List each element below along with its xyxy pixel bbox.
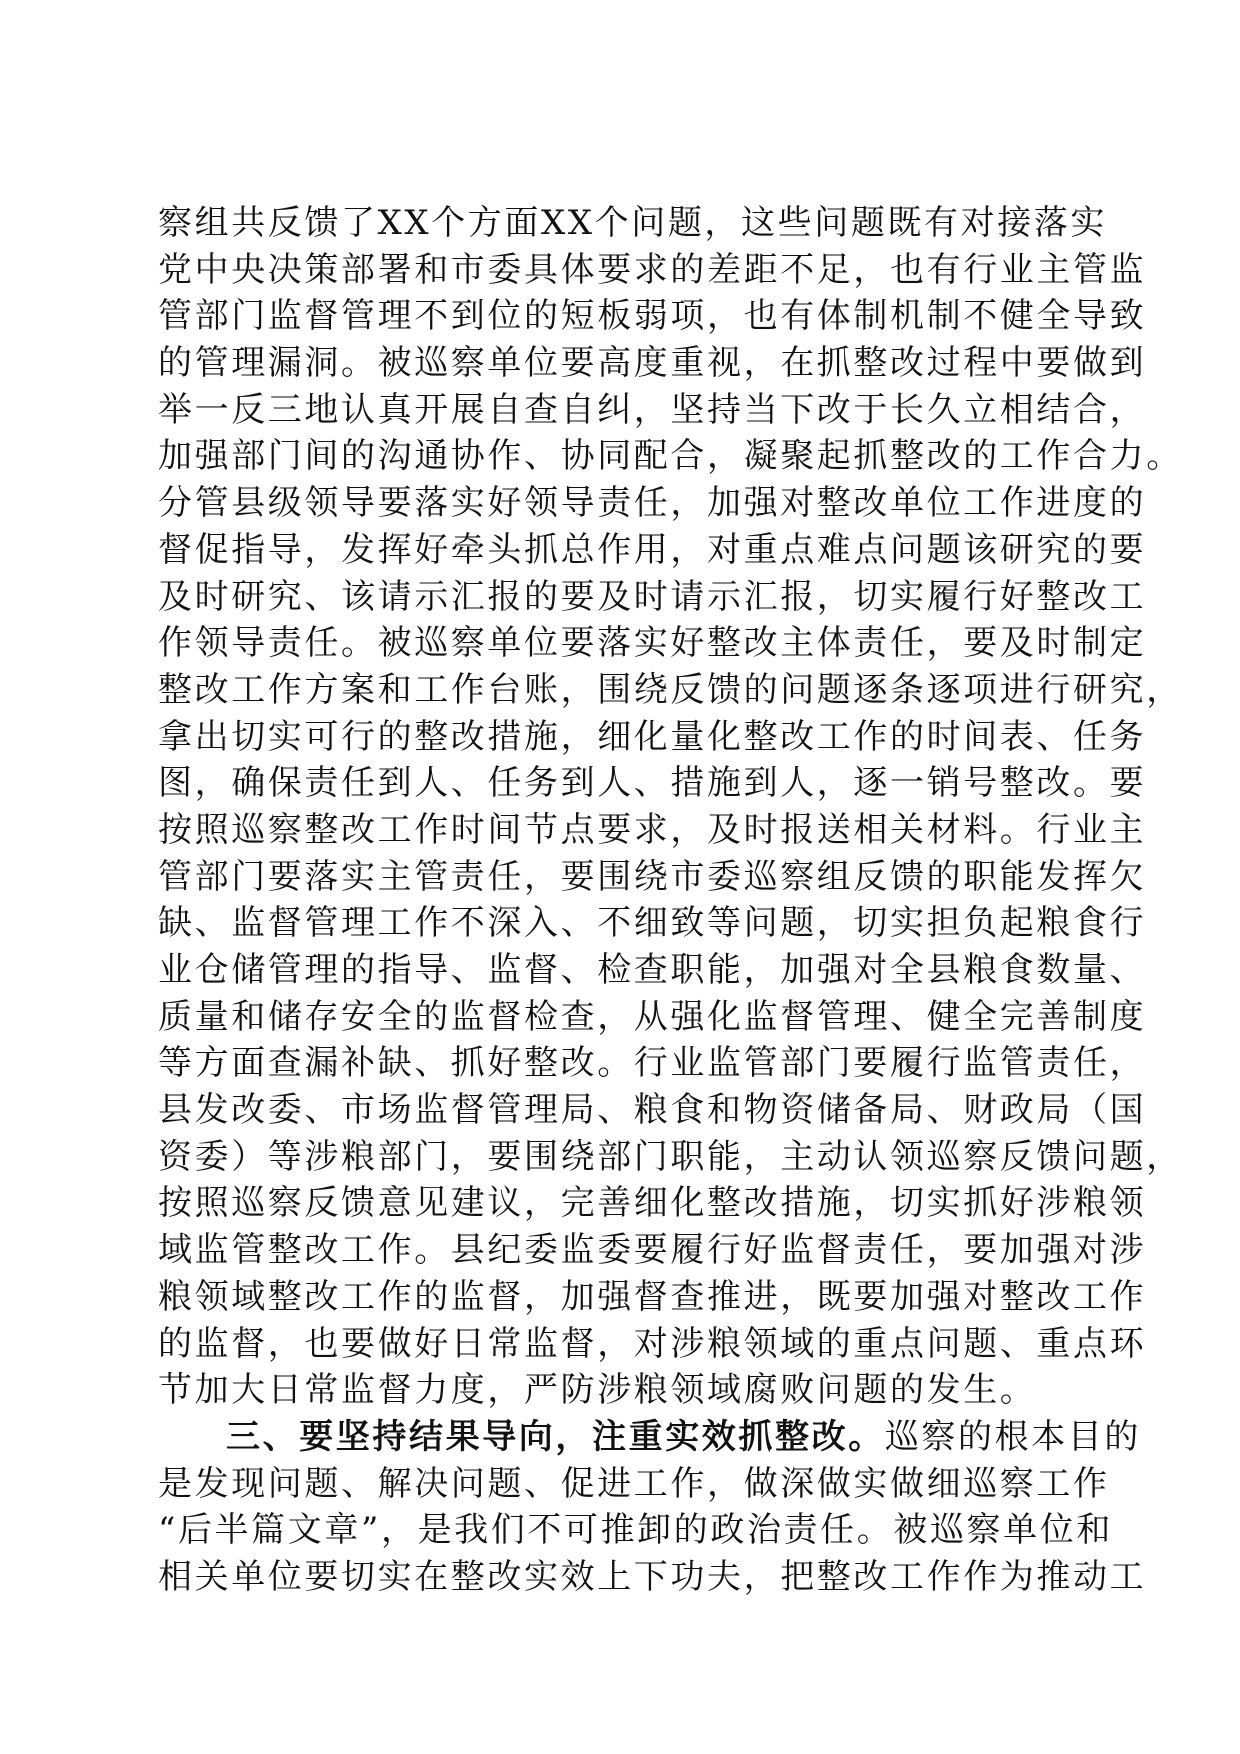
- text-line: 管部门要落实主管责任，要围绕市委巡察组反馈的职能发挥欠: [158, 856, 1147, 897]
- text-line: 作领导责任。被巡察单位要落实好整改主体责任，要及时制定: [158, 623, 1147, 664]
- body-text: [158, 200, 1183, 1601]
- text-line: 分管县级领导要落实好领导责任，加强对整改单位工作进度的: [158, 483, 1147, 524]
- text-line: 业仓储管理的指导、监督、检查职能，加强对全县粮食数量、: [158, 950, 1147, 990]
- text-line: 按照巡察反馈意见建议，完善细化整改措施，切实抓好涉粮领: [158, 1183, 1147, 1224]
- text-line: 按照巡察整改工作时间节点要求，及时报送相关材料。行业主: [158, 809, 1147, 850]
- text-line: 拿出切实可行的整改措施，细化量化整改工作的时间表、任务: [158, 716, 1147, 757]
- text-line: 缺、监督管理工作不深入、不细致等问题，切实担负起粮食行: [158, 903, 1147, 944]
- text-line: 粮领域整改工作的监督，加强督查推进，既要加强对整改工作: [158, 1276, 1147, 1317]
- section-heading-line: [158, 1414, 1142, 1461]
- text-line: 域监管整改工作。县纪委监委要履行好监督责任，要加强对涉: [158, 1230, 1147, 1271]
- text-line: 督促指导，发挥好牵头抓总作用，对重点难点问题该研究的要: [158, 529, 1147, 570]
- text-line: 县发改委、市场监督管理局、粮食和物资储备局、财政局（国: [158, 1090, 1147, 1131]
- text-line: 相关单位要切实在整改实效上下功夫，把整改工作作为推动工: [158, 1556, 1147, 1597]
- text-line: “后半篇文章”，是我们不可推卸的政治责任。被巡察单位和: [158, 1510, 1113, 1551]
- text-line: 整改工作方案和工作台账，围绕反馈的问题逐条逐项进行研究，: [158, 669, 1183, 710]
- text-line: 质量和储存安全的监督检查，从强化监督管理、健全完善制度: [158, 996, 1147, 1037]
- text-line: 及时研究、该请示汇报的要及时请示汇报，切实履行好整改工: [158, 576, 1147, 617]
- text-line: 等方面查漏补缺、抓好整改。行业监管部门要履行监管责任，: [158, 1043, 1147, 1084]
- text-line: 察组共反馈了XX个方面XX个问题，这些问题既有对接落实: [158, 203, 1108, 243]
- section-heading: 三、要坚持结果导向，注重实效抓整改。: [226, 1416, 885, 1457]
- text-line: 的监督，也要做好日常监督，对涉粮领域的重点问题、重点环: [158, 1323, 1147, 1364]
- text-line: 举一反三地认真开展自查自纠，坚持当下改于长久立相结合，: [158, 389, 1147, 430]
- text-line: 节加大日常监督力度，严防涉粮领域腐败问题的发生。: [158, 1370, 1037, 1411]
- text-line: 加强部门间的沟通协作、协同配合，凝聚起抓整改的工作合力。: [158, 436, 1183, 477]
- text-line: 管部门监督管理不到位的短板弱项，也有体制机制不健全导致: [158, 296, 1147, 337]
- text-line: 党中央决策部署和市委具体要求的差距不足，也有行业主管监: [158, 249, 1147, 290]
- text-line: 图，确保责任到人、任务到人、措施到人，逐一销号整改。要: [158, 763, 1147, 804]
- text-line: 的管理漏洞。被巡察单位要高度重视，在抓整改过程中要做到: [158, 343, 1147, 384]
- section-heading-continuation: 巡察的根本目的: [884, 1416, 1142, 1457]
- text-line: 是发现问题、解决问题、促进工作，做深做实做细巡察工作: [158, 1463, 1110, 1504]
- text-line: 资委）等涉粮部门，要围绕部门职能，主动认领巡察反馈问题，: [158, 1136, 1183, 1177]
